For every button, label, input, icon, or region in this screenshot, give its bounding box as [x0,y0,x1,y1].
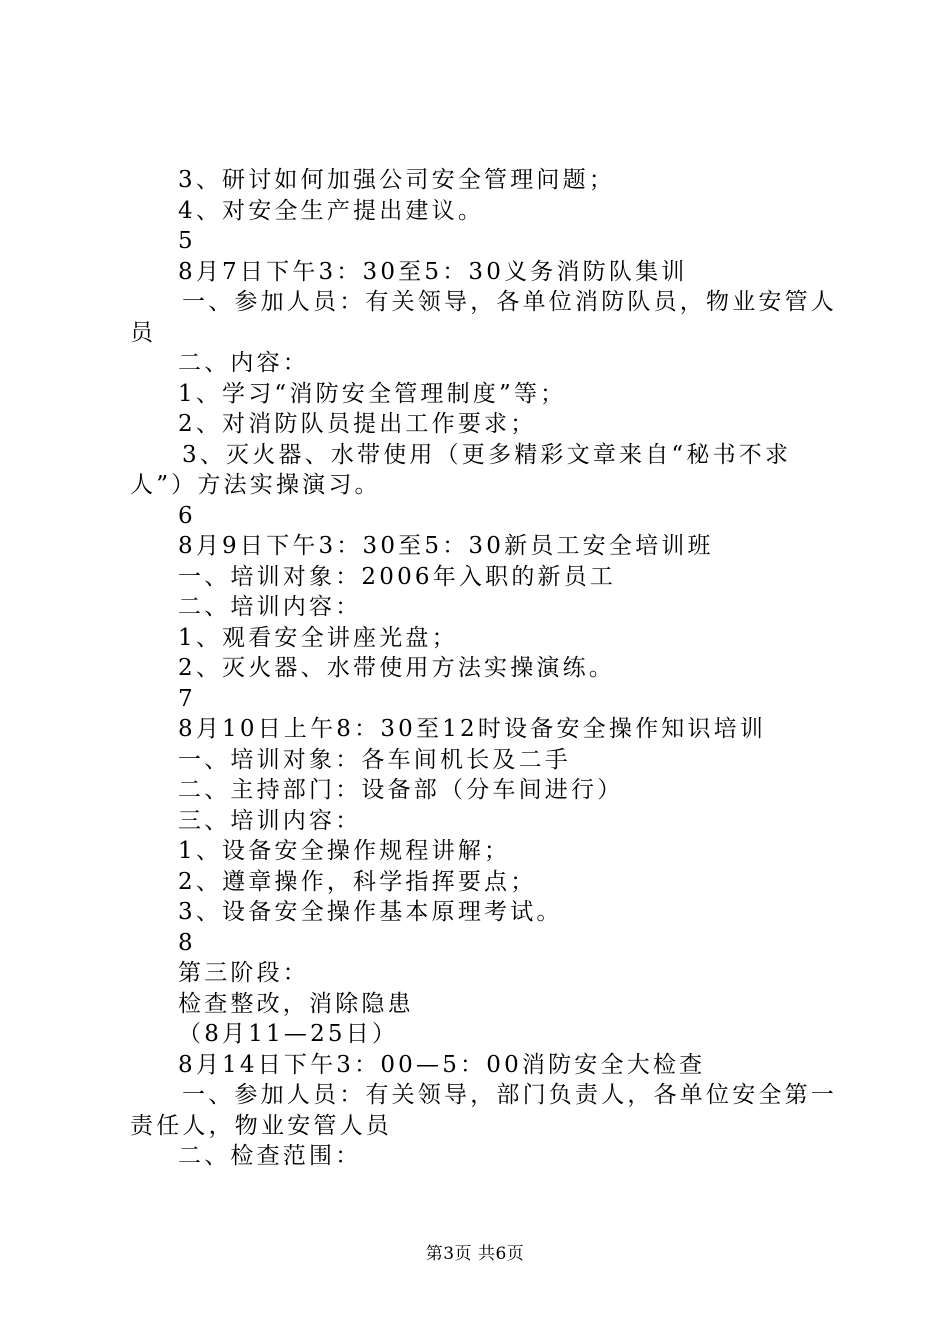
text-line: 8 [178,929,196,956]
text-line: 二、主持部门：设备部（分车间进行） [178,777,624,803]
text-line: 2、对消防队员提出工作要求； [178,411,537,437]
text-line: 一、培训对象：各车间机长及二手 [178,746,571,773]
text-line: 1、学习“消防安全管理制度”等； [178,380,567,407]
text-line: 3、研讨如何加强公司安全管理问题； [178,167,616,193]
page-footer: 第3页 共6页 [425,1244,525,1264]
text-line: 人”）方法实操演习。 [130,472,381,498]
text-line: 4、对安全生产提出建议。 [178,197,485,224]
text-line: 一、参加人员：有关领导，各单位消防队员，物业安管人 [182,289,837,315]
text-line: 一、参加人员：有关领导，部门负责人，各单位安全第一 [182,1082,837,1108]
text-line: 2、灭火器、水带使用方法实操演练。 [178,655,616,681]
text-line: 二、检查范围： [178,1143,362,1169]
text-line: 员 [130,319,157,346]
text-line: 8月9日下午3：30至5：30新员工安全培训班 [178,533,714,559]
text-line: 2、遵章操作，科学指挥要点； [178,868,537,895]
text-line: 第三阶段： [178,960,309,986]
text-line: 1、观看安全讲座光盘； [178,624,458,651]
text-line: 8月14日下午3：00—5：00消防安全大检查 [178,1051,706,1078]
text-line: 1、设备安全操作规程讲解； [178,838,511,864]
text-line: 7 [178,685,196,712]
text-line: 检查整改，消除隐患 [178,990,414,1017]
text-line: 3、设备安全操作基本原理考试。 [178,899,563,925]
text-line: 三、培训内容： [178,807,362,834]
text-line: 3、灭火器、水带使用（更多精彩文章来自“秘书不求 [182,441,792,468]
document-body [130,165,835,1172]
text-line: 8月7日下午3：30至5：30义务消防队集训 [178,258,688,285]
text-line: 8月10日上午8：30至12时设备安全操作知识培训 [178,716,767,742]
text-line: 5 [178,228,196,254]
text-line: （8月11—25日） [178,1021,399,1047]
text-line: 一、培训对象：2006年入职的新员工 [178,563,617,590]
text-line: 二、内容： [178,350,309,376]
text-line: 6 [178,502,196,529]
text-line: 责任人，物业安管人员 [130,1112,392,1139]
text-line: 二、培训内容： [178,594,362,620]
